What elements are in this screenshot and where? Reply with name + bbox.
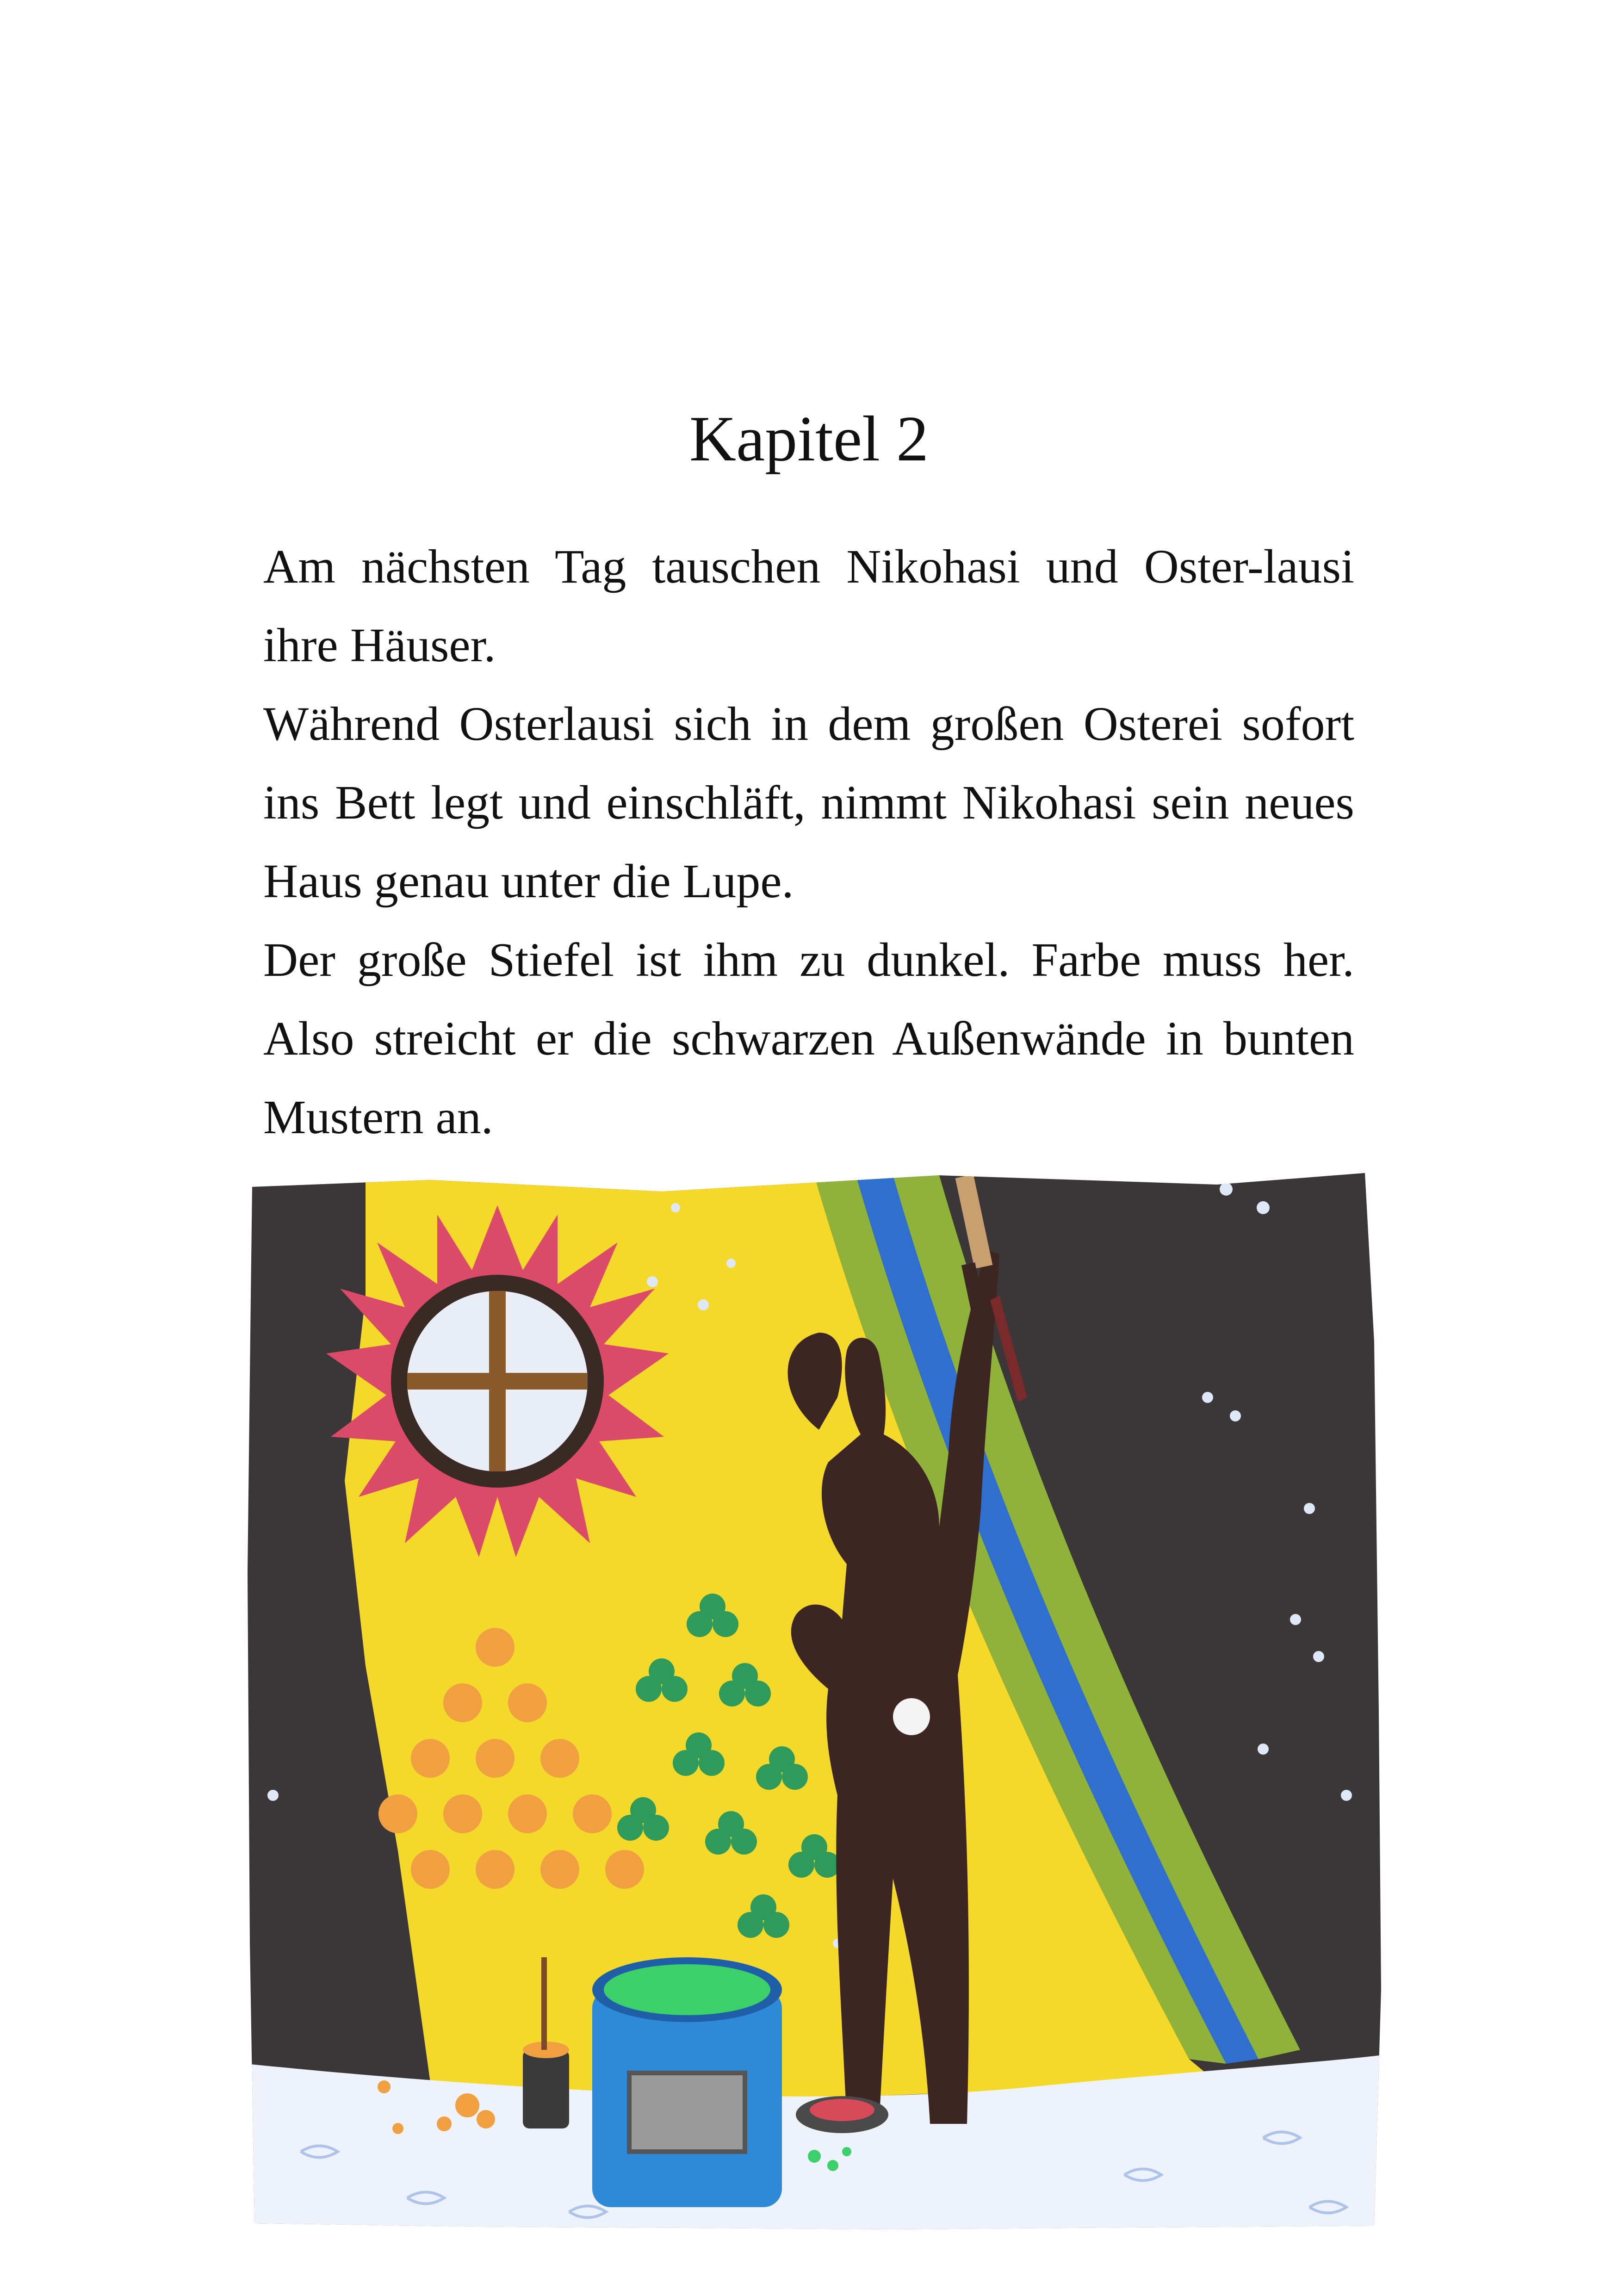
bunny-tail (893, 1698, 930, 1735)
paint-can (592, 1957, 782, 2207)
illustration-bunny-painting-boot (245, 1157, 1388, 2230)
story-paragraph-3: Der große Stiefel ist ihm zu dunkel. Farbe muss her. Also streicht er die schwarzen Außenwände in bunten Mustern an. (263, 933, 1354, 1144)
story-paragraph-2: Während Osterlausi sich in dem großen Osterei sofort ins Bett legt und einschläft, nimmt Nikohasi sein neues Haus genau unter die Lupe. (263, 697, 1354, 908)
illustration-drawing (245, 1157, 1388, 2230)
story-paragraph-1: Am nächsten Tag tauschen Nikohasi und Oster-lausi ihre Häuser. (263, 540, 1354, 672)
story-text (263, 527, 1354, 1157)
red-paint (810, 2099, 874, 2121)
chapter-title: Kapitel 2 (689, 403, 929, 475)
window-cross-horizontal (407, 1373, 588, 1390)
paint-can-label (629, 2073, 745, 2152)
